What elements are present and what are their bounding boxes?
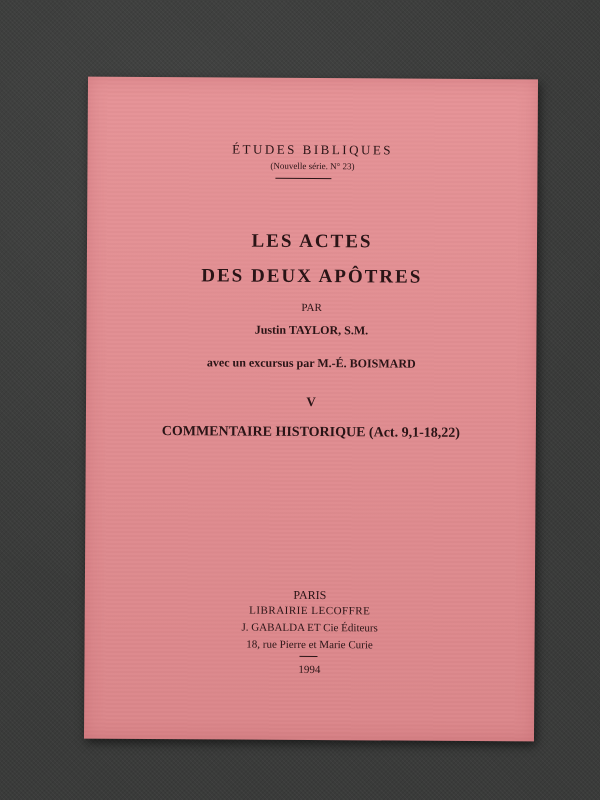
- publisher-city: PARIS: [293, 587, 327, 603]
- book-subtitle: COMMENTAIRE HISTORIQUE (Act. 9,1-18,22): [161, 424, 460, 441]
- book-cover: [84, 77, 538, 742]
- series-title: ÉTUDES BIBLIQUES: [232, 141, 394, 158]
- publication-year: 1994: [298, 663, 321, 677]
- volume-number: V: [306, 393, 316, 410]
- publisher-address: 18, rue Pierre et Marie Curie: [246, 638, 373, 652]
- publisher-editors: J. GABALDA ET Cie Éditeurs: [241, 621, 378, 635]
- publisher-name: LIBRAIRIE LECOFFRE: [249, 604, 371, 618]
- author-name: Justin TAYLOR, S.M.: [254, 322, 369, 338]
- series-note: (Nouvelle série. N° 23): [270, 160, 355, 172]
- year-divider: [299, 656, 317, 657]
- by-label: PAR: [301, 301, 322, 315]
- excursus-credit: avec un excursus par M.-É. BOISMARD: [206, 355, 416, 371]
- book-title-line-2: DES DEUX APÔTRES: [201, 265, 423, 288]
- series-divider: [275, 178, 331, 179]
- book-title-line-1: LES ACTES: [251, 230, 373, 253]
